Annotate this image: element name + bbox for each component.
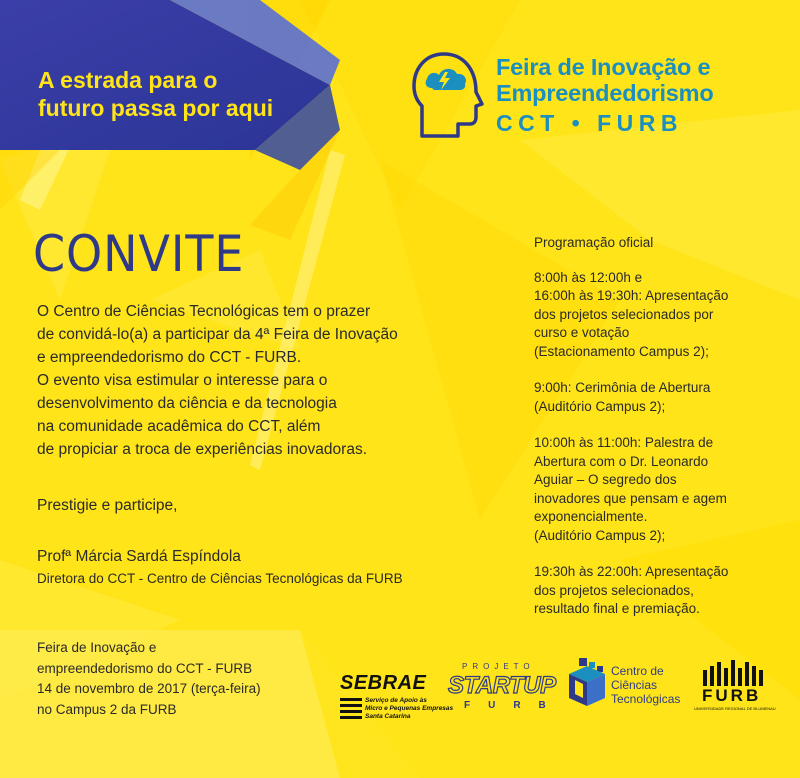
brand-title <box>496 54 796 106</box>
sebrae-tagline-line: Micro e Pequenas Empresas <box>365 705 454 712</box>
sebrae-stripes-icon <box>340 698 362 724</box>
event-info-line: no Campus 2 da FURB <box>37 701 177 717</box>
body-line: desenvolvimento da ciência e da tecnologia <box>37 395 337 412</box>
invitation-body <box>37 300 507 461</box>
event-info-line: 14 de novembro de 2017 (terça-feira) <box>37 681 261 696</box>
brand-title-line-2: Empreendedorismo <box>496 80 714 106</box>
program-line: (Auditório Campus 2); <box>534 527 666 543</box>
program-line: 16:00h às 19:30h: Apresentação <box>534 288 729 303</box>
program-item <box>534 434 794 545</box>
cct-logo-line: Centro de <box>611 664 664 678</box>
program-line: resultado final e premiação. <box>534 601 700 616</box>
sebrae-tagline-line: Santa Catarina <box>365 713 411 720</box>
brand-title-line-1: Feira de Inovação e <box>496 54 711 80</box>
program-line: dos projetos selecionados, <box>534 582 694 598</box>
sebrae-logo-name: SEBRAE <box>340 672 427 694</box>
program-line: dos projetos selecionados por <box>534 306 714 322</box>
startup-logo-name: STARTUP <box>448 672 556 699</box>
program-line: 9:00h: Cerimônia de Abertura <box>534 380 711 395</box>
program-line: 10:00h às 11:00h: Palestra de <box>534 435 714 450</box>
closing-text: Prestigie e participe, <box>37 497 178 514</box>
startup-logo-bottom: FURB <box>464 700 564 711</box>
body-line: de propiciar a troca de experiências inovadoras. <box>37 441 367 458</box>
program-line: Aguiar – O segredo dos <box>534 472 677 487</box>
body-line: e empreendedorismo do CCT - FURB. <box>37 349 302 366</box>
program-line: (Estacionamento Campus 2); <box>534 343 709 359</box>
program-line: exponencialmente. <box>534 509 648 524</box>
program-line: (Auditório Campus 2); <box>534 398 666 414</box>
tagline <box>38 66 338 122</box>
furb-logo-name: FURB <box>702 686 762 705</box>
program-item <box>534 269 794 362</box>
cct-logo <box>565 658 685 718</box>
sebrae-logo <box>340 672 454 740</box>
page-title: CONVITE <box>33 225 245 283</box>
program-item <box>534 379 794 416</box>
body-line: O Centro de Ciências Tecnológicas tem o prazer <box>37 303 371 320</box>
furb-logo-sub: UNIVERSIDADE REGIONAL DE BLUMENAU <box>694 706 776 711</box>
startup-furb-logo <box>448 662 564 716</box>
event-info-line: Feira de Inovação e <box>37 640 157 655</box>
program-title: Programação oficial <box>534 235 654 250</box>
program-line: 8:00h às 12:00h e <box>534 269 643 285</box>
tagline-line-1: A estrada para o <box>38 67 218 93</box>
body-line: na comunidade acadêmica do CCT, além <box>37 418 321 435</box>
tagline-line-2: futuro passa por aqui <box>38 95 274 121</box>
program-line: Abertura com o Dr. Leonardo <box>534 453 709 469</box>
head-with-lightning-cloud-icon <box>408 48 492 144</box>
body-line: O evento visa estimular o interesse para o <box>37 372 328 389</box>
event-info-line: empreendedorismo do CCT - FURB <box>37 660 253 676</box>
program-line: inovadores que pensam e agem <box>534 490 727 506</box>
cct-cube-icon <box>565 658 609 712</box>
cct-logo-text <box>611 664 680 706</box>
furb-building-icon <box>701 660 763 686</box>
cct-logo-line: Tecnológicas <box>611 692 681 706</box>
startup-logo-top: PROJETO <box>462 662 535 671</box>
furb-logo <box>694 660 776 716</box>
program-item <box>534 563 794 619</box>
signature-name: Profª Márcia Sardá Espíndola <box>37 548 241 565</box>
program-line: 19:30h às 22:00h: Apresentação <box>534 564 729 579</box>
brand-subtitle: CCT • FURB <box>496 110 683 136</box>
program-schedule <box>534 234 794 637</box>
program-line: curso e votação <box>534 325 630 340</box>
sebrae-tagline-line: Serviço de Apoio às <box>365 697 427 704</box>
event-info <box>37 638 261 720</box>
signature-role: Diretora do CCT - Centro de Ciências Tecnológicas da FURB <box>37 571 403 586</box>
body-line: de convidá-lo(a) a participar da 4ª Feira de Inovação <box>37 326 398 343</box>
sebrae-tagline <box>365 697 453 721</box>
cct-logo-line: Ciências <box>611 678 658 692</box>
